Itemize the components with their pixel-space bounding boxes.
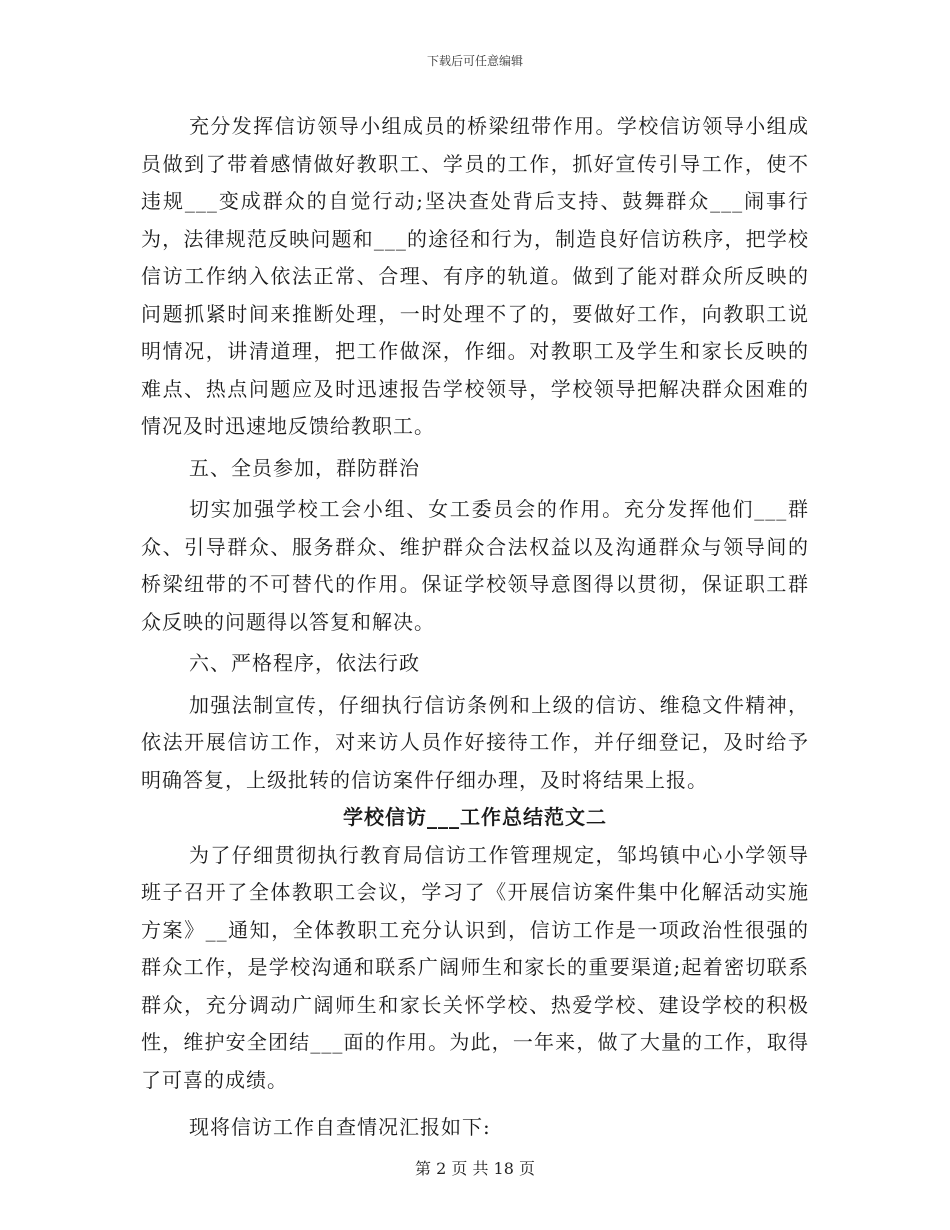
section-heading-5: 五、全员参加，群防群治: [189, 455, 420, 480]
section-heading-6: 六、严格程序，依法行政: [189, 651, 420, 675]
page-footer: 第 2 页 共 18 页: [415, 1159, 535, 1178]
page-header: 下载后可任意编辑: [426, 54, 523, 68]
document-title-2: 学校信访___工作总结范文二: [343, 805, 607, 829]
document-body: [141, 108, 809, 1147]
paragraph-union-role: 切实加强学校工会小组、女工委员会的作用。充分发挥他们___群众、引导群众、服务群众、维护群众合法权益以及沟通群众与领导间的桥梁纽带的不可替代的作用。保证学校领导意图得以贯彻，保证职工群众反映的问题得以答复和解决。: [141, 497, 809, 634]
paragraph-legal-procedure: 加强法制宣传，仔细执行信访条例和上级的信访、维稳文件精神，依法开展信访工作，对来访人员作好接待工作，并仔细登记，及时给予明确答复，上级批转的信访案件仔细办理，及时将结果上报。: [141, 692, 809, 792]
paragraph-report-lead: 现将信访工作自查情况汇报如下:: [189, 1115, 491, 1139]
paragraph-intro-2: 为了仔细贯彻执行教育局信访工作管理规定，邹坞镇中心小学领导班子召开了全体教职工会议，学习了《开展信访案件集中化解活动实施方案》__通知，全体教职工充分认识到，信访工作是一项政治性很强的群众工作，是学校沟通和联系广阔师生和家长的重要渠道;起着密切联系群众，充分调动广阔师生和家长关怀学校、热爱学校、建设学校的积极性，维护安全团结___面的作用。为此，一年来，做了大量的工作，取得了可喜的成绩。: [141, 842, 809, 1092]
paragraph-liaison-role: 充分发挥信访领导小组成员的桥梁纽带作用。学校信访领导小组成员做到了带着感情做好教职工、学员的工作，抓好宣传引导工作，使不违规___变成群众的自觉行动;坚决查处背后支持、鼓舞群众___闹事行为，法律规范反映问题和___的途径和行为，制造良好信访秩序，把学校信访工作纳入依法正常、合理、有序的轨道。做到了能对群众所反映的问题抓紧时间来推断处理，一时处理不了的，要做好工作，向教职工说明情况，讲清道理，把工作做深，作细。对教职工及学生和家长反映的难点、热点问题应及时迅速报告学校领导，学校领导把解决群众困难的情况及时迅速地反馈给教职工。: [141, 114, 809, 438]
